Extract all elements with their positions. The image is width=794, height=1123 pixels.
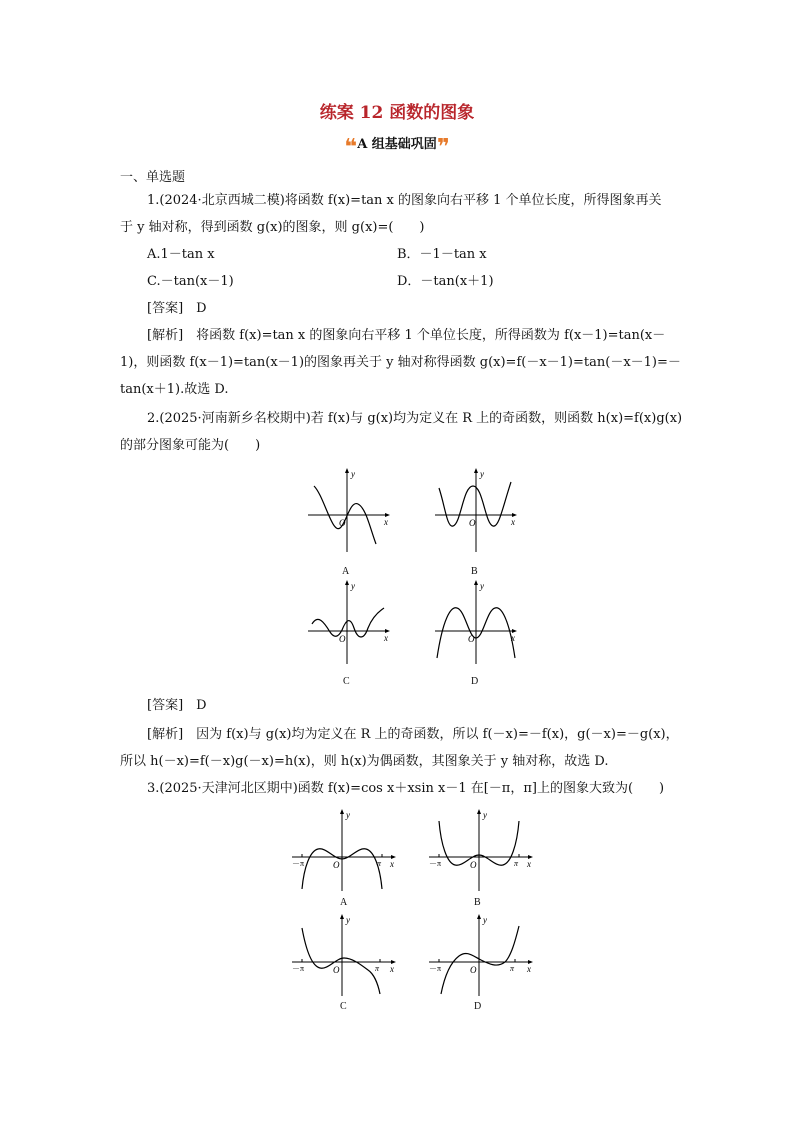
q2b-y-label: y	[480, 469, 484, 479]
q3b-x-label: x	[527, 859, 531, 869]
q1-option-d: D．－tan(x＋1)	[397, 274, 494, 289]
q1-explanation-line3: tan(x＋1).故选 D.	[120, 382, 229, 397]
q3c-neg-pi: －π	[292, 964, 305, 973]
q2-caption-d: D	[471, 676, 479, 687]
q1-stem-line1: 1.(2024·北京西城二模)将函数 f(x)=tan x 的图象向右平移 1 个单位长度，所得图象再关	[147, 193, 662, 208]
q1-explanation-line1: [解析] 将函数 f(x)=tan x 的图象向右平移 1 个单位长度，所得函数为 f(x－1)=tan(x－	[147, 328, 666, 343]
q2-answer: [答案] D	[147, 698, 207, 713]
q2-caption-a: A	[342, 566, 350, 577]
q3-graph-b	[427, 807, 537, 893]
q3b-y-label: y	[483, 810, 487, 820]
q3-graph-a	[290, 807, 400, 893]
q2a-origin-label: O	[339, 518, 346, 528]
q3-stem: 3.(2025·天津河北区期中)函数 f(x)=cos x＋xsin x－1 在[－π，π]上的图象大致为( )	[147, 781, 665, 796]
section-heading: 一、单选题	[120, 170, 186, 185]
q2-graph-d	[433, 578, 519, 666]
q3c-origin-label: O	[333, 965, 340, 975]
q2-stem-line2: 的部分图象可能为( )	[120, 438, 261, 453]
q3-caption-d: D	[474, 1001, 482, 1012]
group-heading	[0, 133, 794, 160]
q2-graph-b	[433, 466, 519, 554]
q2-explanation-line2: 所以 h(－x)=f(－x)g(－x)=h(x)，则 h(x)为偶函数，其图象关于 y 轴对称，故选 D.	[120, 754, 609, 769]
q2-caption-b: B	[471, 566, 478, 577]
q2c-x-label: x	[384, 633, 388, 643]
q2c-y-label: y	[351, 581, 355, 591]
q3a-origin-label: O	[333, 860, 340, 870]
q2c-origin-label: O	[339, 634, 346, 644]
q3-caption-a: A	[340, 897, 348, 908]
q3d-origin-label: O	[470, 965, 477, 975]
close-quote-icon: ❞	[436, 135, 450, 160]
q3-caption-c: C	[340, 1001, 347, 1012]
group-label: A 组基础巩固	[357, 137, 437, 152]
q2b-origin-label: O	[469, 518, 476, 528]
q3a-x-label: x	[390, 859, 394, 869]
q3-caption-b: B	[474, 897, 481, 908]
open-quote-icon: ❝	[344, 135, 358, 160]
q1-stem-line2: 于 y 轴对称，得到函数 g(x)的图象，则 g(x)=( )	[120, 220, 425, 235]
q1-answer: [答案] D	[147, 301, 207, 316]
q3-graph-d	[427, 912, 537, 998]
q2a-y-label: y	[351, 469, 355, 479]
q3b-pi: π	[514, 859, 519, 868]
q1-explanation-line2: 1)，则函数 f(x－1)=tan(x－1)的图象再关于 y 轴对称得函数 g(x)=f(－x－1)=tan(－x－1)=－	[120, 355, 681, 370]
q3a-neg-pi: －π	[292, 859, 305, 868]
q3c-x-label: x	[390, 964, 394, 974]
q2-caption-c: C	[343, 676, 350, 687]
q1-option-a: A.1－tan x	[147, 247, 215, 262]
q3b-origin-label: O	[470, 860, 477, 870]
q3-graph-c	[290, 912, 400, 998]
q2-graph-a	[306, 466, 392, 554]
q2-stem-line1: 2.(2025·河南新乡名校期中)若 f(x)与 g(x)均为定义在 R 上的奇函数，则函数 h(x)=f(x)g(x)	[147, 411, 683, 426]
q3d-pi: π	[510, 964, 515, 973]
q2d-x-label: x	[511, 633, 515, 643]
q2d-y-label: y	[480, 581, 484, 591]
q3d-x-label: x	[527, 964, 531, 974]
q3a-pi: π	[377, 859, 382, 868]
q2a-x-label: x	[384, 517, 388, 527]
page-title: 练案 12 函数的图象	[319, 103, 475, 123]
q3c-pi: π	[375, 964, 380, 973]
q3d-y-label: y	[483, 915, 487, 925]
q1-option-c: C.－tan(x－1)	[147, 274, 234, 289]
q2d-origin-label: O	[468, 634, 475, 644]
q3b-neg-pi: －π	[429, 859, 442, 868]
q3a-y-label: y	[346, 810, 350, 820]
q1-option-b: B．－1－tan x	[397, 247, 487, 262]
q2-graph-c	[306, 578, 392, 666]
q3d-neg-pi: －π	[429, 964, 442, 973]
q2-explanation-line1: [解析] 因为 f(x)与 g(x)均为定义在 R 上的奇函数，所以 f(－x)=－f(x)，g(－x)=－g(x)，	[147, 727, 679, 742]
q2b-x-label: x	[511, 517, 515, 527]
q3c-y-label: y	[346, 915, 350, 925]
